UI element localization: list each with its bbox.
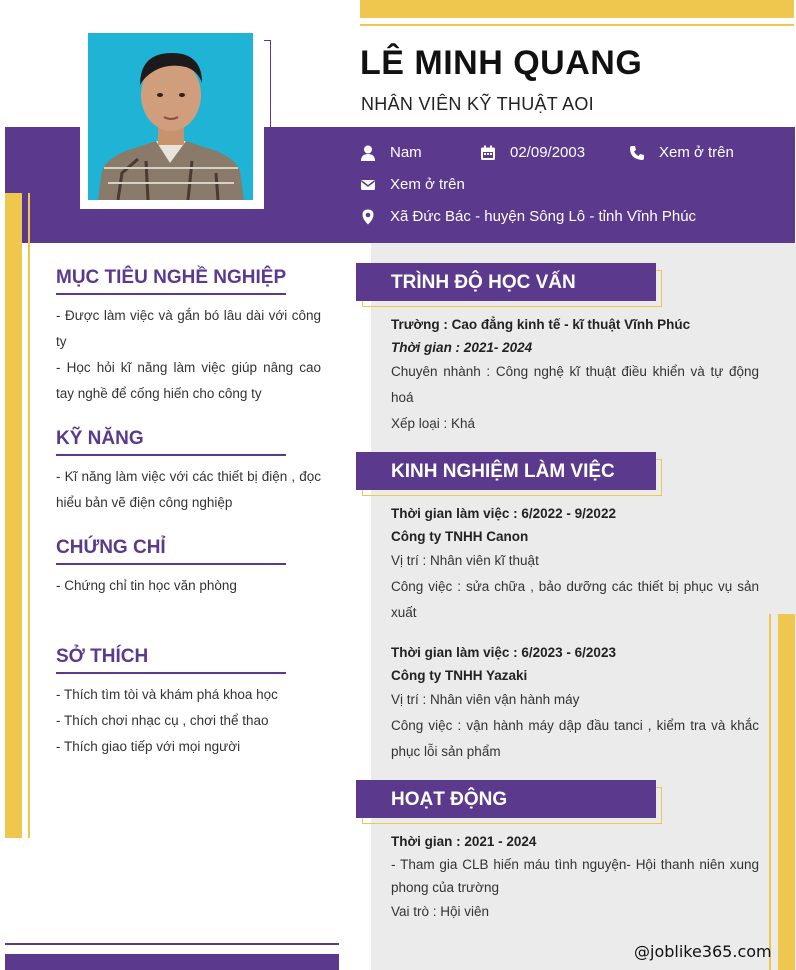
experience-job [391, 502, 759, 626]
contact-email [360, 176, 465, 193]
job-duties: Công việc : vận hành máy dập đầu tanci , kiểm tra và khắc phục lỗi sản phẩm [391, 718, 759, 759]
certificate-line: - Chứng chỉ tin học văn phòng [56, 578, 237, 593]
objective-heading: MỤC TIÊU NGHỀ NGHIỆP [56, 267, 286, 295]
certificates-section [56, 537, 321, 599]
email-value: Xem ở trên [390, 176, 465, 193]
bottom-purple-bar [5, 954, 339, 970]
hobbies-heading: SỞ THÍCH [56, 646, 286, 674]
contact-birthdate [480, 144, 585, 161]
objective-line: - Được làm việc và gắn bó lâu dài với công ty [56, 308, 321, 349]
portrait-illustration [88, 33, 253, 200]
objective-section [56, 267, 321, 407]
activities-heading: HOẠT ĐỘNG [391, 789, 508, 810]
skills-line: - Kĩ năng làm việc với các thiết bị điện , đọc hiểu bản vẽ điện công nghiệp [56, 469, 321, 510]
education-header [356, 263, 662, 308]
experience-heading: KINH NGHIỆM LÀM VIỆC [391, 461, 615, 482]
top-yellow-bar [360, 0, 794, 18]
left-yellow-bar [5, 193, 22, 838]
job-position: Vị trí : Nhân viên kĩ thuật [391, 553, 539, 568]
user-icon [360, 145, 376, 161]
experience-job [391, 641, 759, 765]
hobby-line: - Thích giao tiếp với mọi người [56, 739, 241, 754]
contact-phone [629, 144, 734, 161]
activity-description: - Tham gia CLB hiến máu tình nguyện- Hội thanh niên xung phong của trường [391, 857, 759, 895]
education-block [391, 313, 759, 437]
education-heading: TRÌNH ĐỘ HỌC VẤN [391, 272, 576, 293]
right-yellow-line [769, 614, 771, 970]
envelope-icon [360, 177, 376, 193]
job-period: Thời gian làm việc : 6/2023 - 6/2023 [391, 645, 616, 660]
profile-photo [88, 33, 253, 200]
job-company: Công ty TNHH Yazaki [391, 668, 528, 683]
activities-block [391, 830, 759, 925]
education-school: Trường : Cao đẳng kinh tế - kĩ thuật Vĩnh Phúc [391, 317, 691, 332]
skills-heading: KỸ NĂNG [56, 428, 286, 456]
top-yellow-line [360, 24, 794, 26]
education-grade: Xếp loại : Khá [391, 416, 476, 431]
location-pin-icon [360, 209, 376, 225]
job-period: Thời gian làm việc : 6/2022 - 9/2022 [391, 506, 616, 521]
right-yellow-bar [778, 614, 795, 970]
education-major: Chuyên nhành : Công nghệ kĩ thuật điều khiển và tự động hoá [391, 364, 759, 405]
job-company: Công ty TNHH Canon [391, 529, 529, 544]
watermark-text: @joblike365.com [634, 942, 772, 961]
job-title: NHÂN VIÊN KỸ THUẬT AOI [361, 94, 594, 114]
objective-line: - Học hỏi kĩ năng làm việc giúp nâng cao tay nghề để cống hiến cho công ty [56, 360, 321, 401]
birthdate-value: 02/09/2003 [510, 144, 586, 161]
left-yellow-line [28, 193, 30, 838]
gender-value: Nam [390, 144, 422, 161]
phone-icon [629, 145, 645, 161]
education-period: Thời gian : 2021- 2024 [391, 340, 533, 355]
experience-header [356, 452, 662, 497]
activity-role: Vai trò : Hội viên [391, 904, 490, 919]
job-position: Vị trí : Nhân viên vận hành máy [391, 692, 580, 707]
phone-value: Xem ở trên [659, 144, 734, 161]
bottom-purple-line [5, 943, 339, 945]
contact-address [360, 208, 696, 225]
job-duties: Công việc : sửa chữa , bảo dưỡng các thiết bị phục vụ sản xuất [391, 579, 759, 620]
certificates-heading: CHỨNG CHỈ [56, 537, 286, 565]
hobby-line: - Thích tìm tòi và khám phá khoa học [56, 687, 278, 702]
skills-section [56, 428, 321, 516]
address-value: Xã Đức Bác - huyện Sông Lô - tỉnh Vĩnh Phúc [390, 208, 697, 225]
candidate-name: LÊ MINH QUANG [360, 44, 643, 82]
activities-header [356, 780, 662, 825]
contact-gender [360, 144, 422, 161]
calendar-icon [480, 145, 496, 161]
hobbies-section [56, 646, 321, 760]
hobby-line: - Thích chơi nhạc cụ , chơi thể thao [56, 713, 269, 728]
activity-period: Thời gian : 2021 - 2024 [391, 834, 537, 849]
